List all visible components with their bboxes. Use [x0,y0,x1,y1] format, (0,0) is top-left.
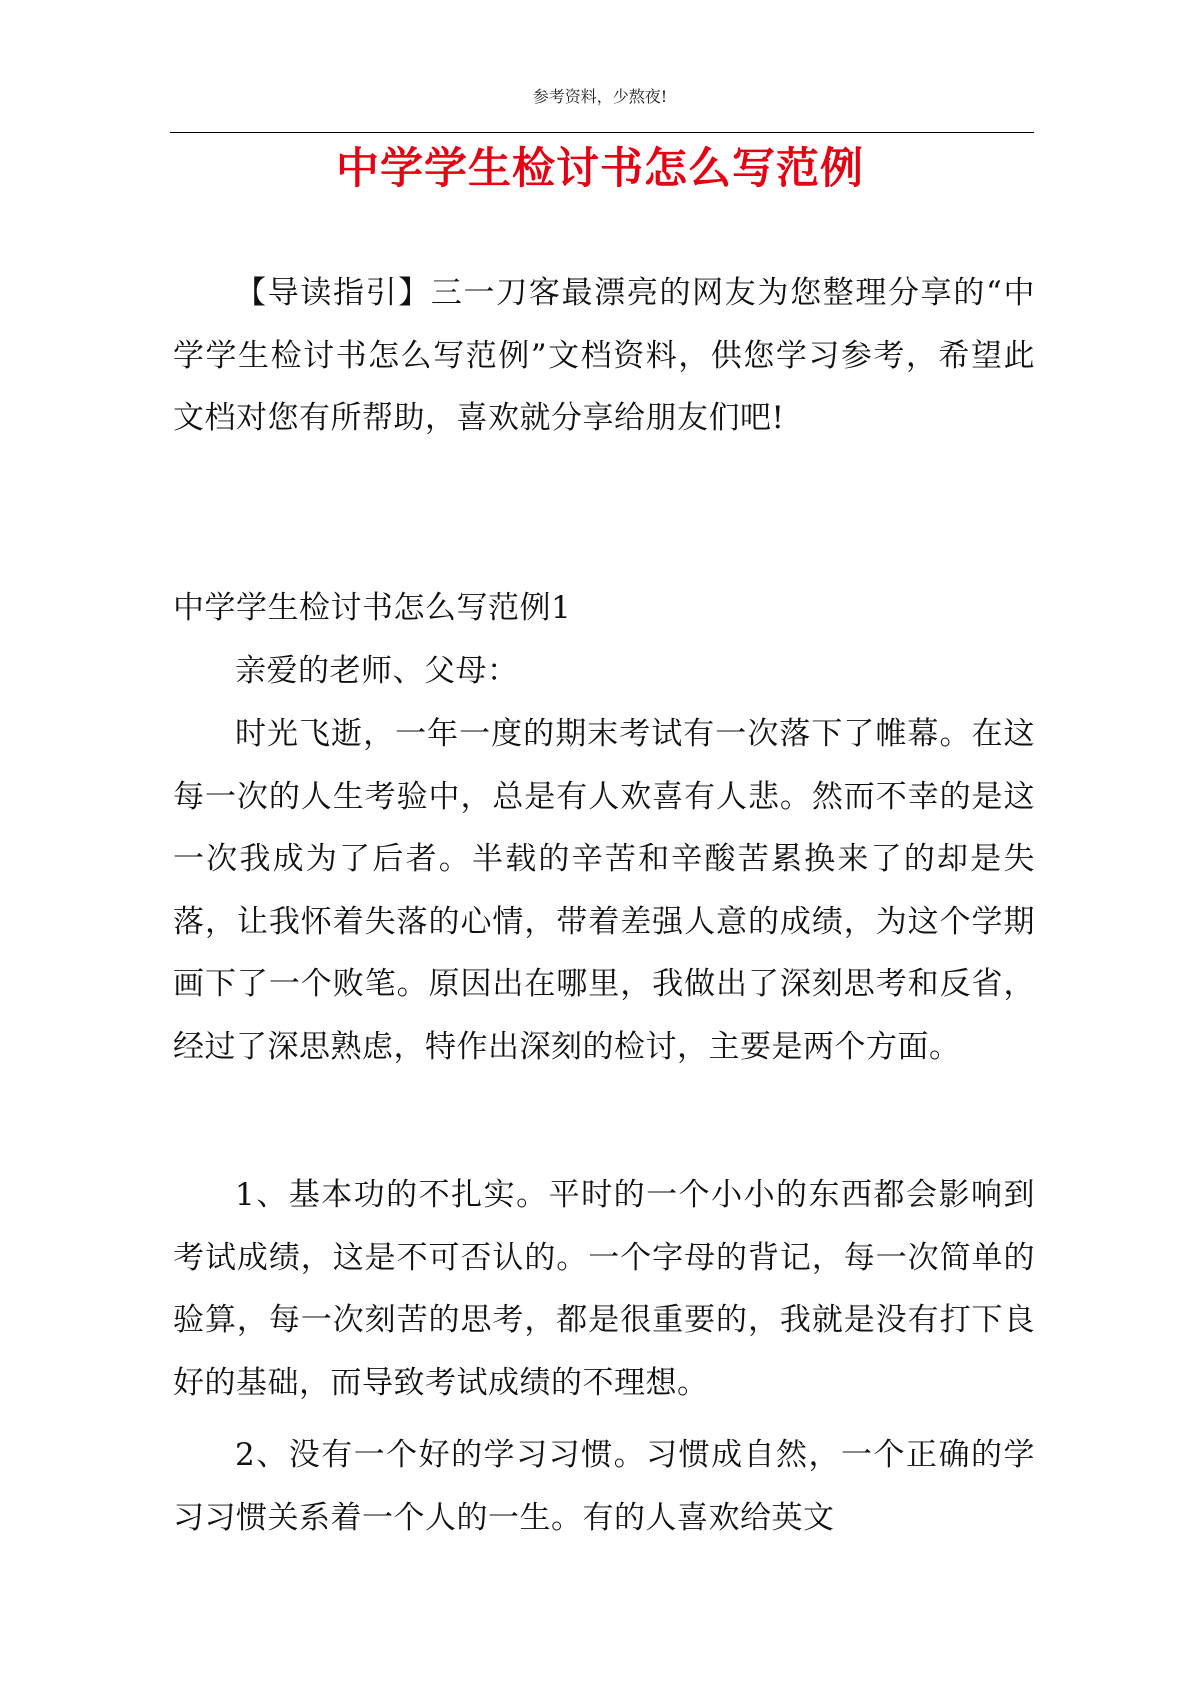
body-paragraph: 1、基本功的不扎实。平时的一个小小的东西都会影响到考试成绩，这是不可否认的。一个字母的背记，每一次简单的验算，每一次刻苦的思考，都是很重要的，我就是没有打下良好的基础，而导致考试成绩的不理想。 [173,1177,1035,1401]
header-note: 参考资料，少熬夜! [532,87,668,106]
header-divider [170,132,1034,133]
document-title: 中学学生检讨书怎么写范例 [336,144,864,194]
section-heading: 中学学生检讨书怎么写范例1 [173,590,572,626]
body-paragraph: 时光飞逝，一年一度的期末考试有一次落下了帷幕。在这每一次的人生考验中，总是有人欢喜有人悲。然而不幸的是这一次我成为了后者。半载的辛苦和辛酸苦累换来了的却是失落，让我怀着失落的心情，带着差强人意的成绩，为这个学期画下了一个败笔。原因出在哪里，我做出了深刻思考和反省，经过了深思熟虑，特作出深刻的检讨，主要是两个方面。 [173,716,1035,1065]
body-paragraph: 2、没有一个好的学习习惯。习惯成自然，一个正确的学习习惯关系着一个人的一生。有的人喜欢给英文 [173,1437,1035,1536]
intro-paragraph: 【导读指引】三一刀客最漂亮的网友为您整理分享的“中学学生检讨书怎么写范例”文档资料，供您学习参考，希望此文档对您有所帮助，喜欢就分享给朋友们吧! [173,275,1035,436]
greeting-line: 亲爱的老师、父母： [235,653,519,689]
